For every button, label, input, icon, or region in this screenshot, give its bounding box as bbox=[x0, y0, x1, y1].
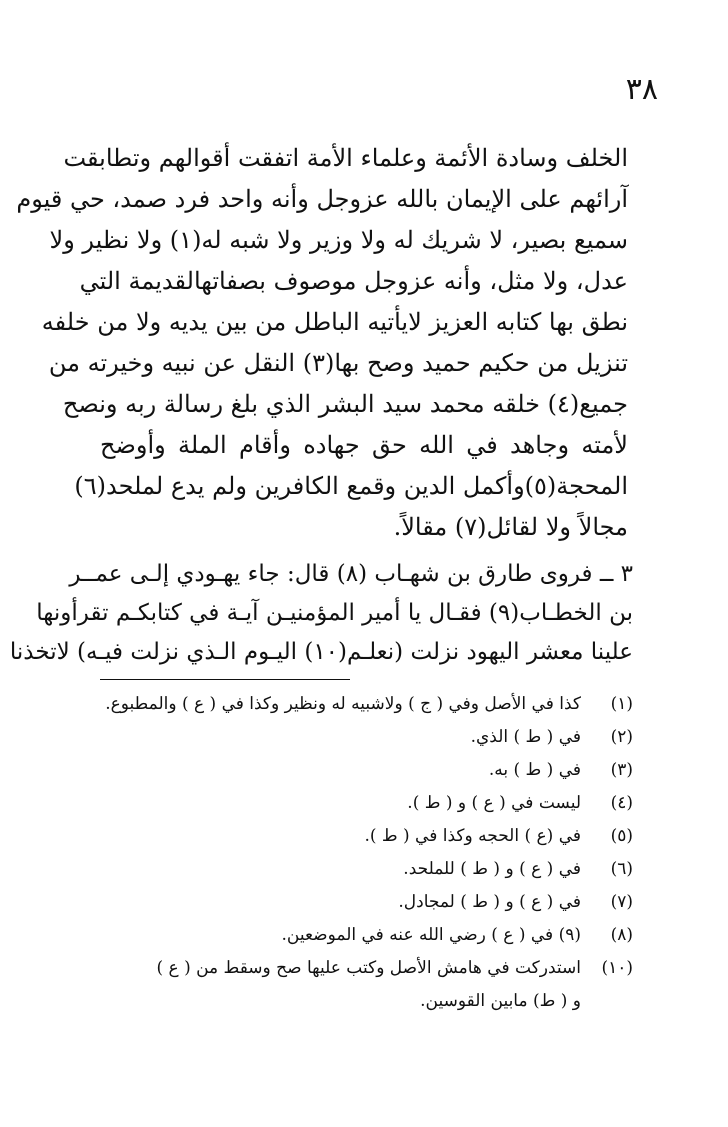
footnote-line: و ( ط) مابين القوسين. bbox=[420, 991, 581, 1011]
footnote bbox=[100, 886, 633, 919]
text-line: عدل، ولا مثل، وأنه عزوجل موصوف بصفاتهالقديمة التي bbox=[79, 267, 628, 295]
footnote bbox=[100, 820, 633, 853]
footnote-text: في ( ع ) و ( ط ) لمجادل. bbox=[398, 892, 581, 912]
footnote-text bbox=[100, 952, 581, 1018]
text-line: نطق بها كتابه العزيز لايأتيه الباطل من بين يديه ولا من خلفه bbox=[41, 308, 628, 336]
main-paragraph bbox=[16, 138, 628, 548]
footnote bbox=[100, 952, 633, 1018]
text-line: لأمته وجاهد في الله حق جهاده وأقام الملة وأوضح bbox=[100, 431, 628, 459]
footnote bbox=[100, 787, 633, 820]
footnote bbox=[100, 721, 633, 754]
text-line: آرائهم على الإيمان بالله عزوجل وأنه واحد فرد صمد، حي قيوم bbox=[16, 185, 628, 213]
footnote bbox=[100, 919, 633, 952]
text-line: سميع بصير، لا شريك له ولا وزير ولا شبه له(١) ولا نظير ولا bbox=[49, 226, 628, 254]
text-line: جميع(٤) خلقه محمد سيد البشر الذي بلغ رسالة ربه ونصح bbox=[62, 390, 628, 418]
footnote-text: في ( ط ) الذي. bbox=[470, 727, 581, 747]
footnote bbox=[100, 853, 633, 886]
footnote-number: (١٠) bbox=[601, 958, 633, 978]
text-line: الخلف وسادة الأئمة وعلماء الأمة اتفقت أقوالهم وتطابقت bbox=[63, 144, 628, 172]
footnote-text: في ( ط ) به. bbox=[488, 760, 581, 780]
footnote bbox=[100, 754, 633, 787]
footnote-number: (١) bbox=[610, 694, 633, 714]
footnotes bbox=[100, 688, 633, 1018]
footnote-number: (٦) bbox=[610, 859, 633, 879]
footnote-divider bbox=[100, 679, 350, 680]
footnote bbox=[100, 688, 633, 721]
footnote-number: (٧) bbox=[610, 892, 633, 912]
footnote-line: استدركت في هامش الأصل وكتب عليها صح وسقط من ( ع ) bbox=[156, 958, 581, 978]
text-line: بن الخطـاب(٩) فقـال يا أمير المؤمنيـن آيـة في كتابكـم تقرأونها bbox=[36, 600, 633, 626]
text-line: تنزيل من حكيم حميد وصح بها(٣) النقل عن نبيه وخيرته من bbox=[48, 349, 628, 377]
narration-paragraph bbox=[9, 555, 633, 672]
footnote-number: (٤) bbox=[610, 793, 633, 813]
text-line: المحجة(٥)وأكمل الدين وقمع الكافرين ولم يدع لملحد(٦) bbox=[74, 472, 628, 500]
text-line: ٣ ــ فروى طارق بن شهـاب (٨) قال: جاء يهـودي إلـى عمــر bbox=[69, 561, 633, 587]
page-number: ٣٨ bbox=[625, 72, 658, 107]
footnote-text: ليست في ( ع ) و ( ط ). bbox=[407, 793, 581, 813]
footnote-text: كذا في الأصل وفي ( ج ) ولاشبيه له ونظير وكذا في ( ع ) والمطبوع. bbox=[105, 694, 581, 714]
footnote-text: في ( ع ) و ( ط ) للملحد. bbox=[403, 859, 581, 879]
footnote-text: (٩) في ( ع ) رضي الله عنه في الموضعين. bbox=[281, 925, 581, 945]
footnote-number: (٨) bbox=[610, 925, 633, 945]
footnote-number: (٥) bbox=[610, 826, 633, 846]
footnote-number: (٢) bbox=[610, 727, 633, 747]
text-line: علينا معشر اليهود نزلت (نعلـم(١٠) اليـوم الـذي نزلت فيـه) لاتخذنا bbox=[9, 639, 633, 665]
text-line: مجالاً ولا لقائل(٧) مقالاً. bbox=[393, 513, 628, 541]
footnote-number: (٣) bbox=[610, 760, 633, 780]
footnote-text: في (ع ) الحجه وكذا في ( ط ). bbox=[364, 826, 581, 846]
